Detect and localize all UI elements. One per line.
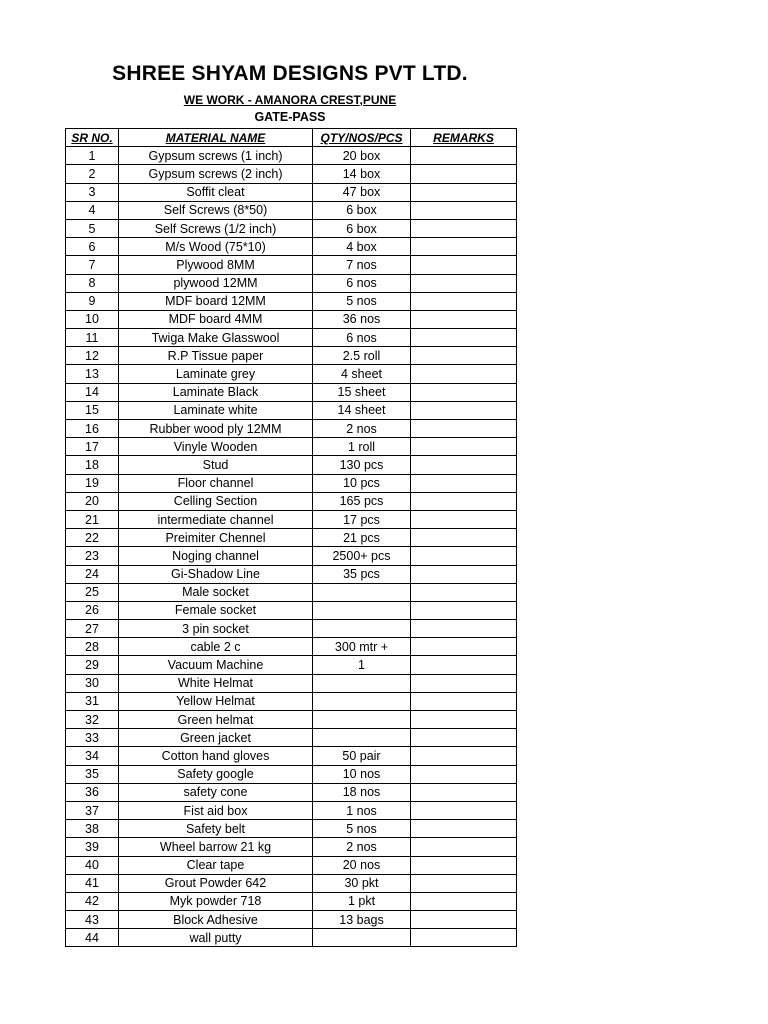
- sr-no-cell: 29: [66, 656, 119, 674]
- header-material-name: MATERIAL NAME: [119, 129, 313, 147]
- quantity-cell: 20 nos: [313, 856, 411, 874]
- sr-no-cell: 12: [66, 347, 119, 365]
- quantity-cell: 6 box: [313, 201, 411, 219]
- sr-no-cell: 17: [66, 438, 119, 456]
- quantity-cell: 15 sheet: [313, 383, 411, 401]
- sr-no-cell: 7: [66, 256, 119, 274]
- sr-no-cell: 16: [66, 420, 119, 438]
- table-row: [66, 583, 517, 601]
- remarks-cell: [411, 183, 517, 201]
- sr-no-cell: 8: [66, 274, 119, 292]
- material-name-cell: Gi-Shadow Line: [119, 565, 313, 583]
- remarks-cell: [411, 420, 517, 438]
- table-row: [66, 747, 517, 765]
- sr-no-cell: 14: [66, 383, 119, 401]
- remarks-cell: [411, 656, 517, 674]
- material-name-cell: Green jacket: [119, 729, 313, 747]
- table-row: [66, 765, 517, 783]
- quantity-cell: 130 pcs: [313, 456, 411, 474]
- quantity-cell: [313, 620, 411, 638]
- quantity-cell: 4 box: [313, 238, 411, 256]
- remarks-cell: [411, 674, 517, 692]
- remarks-cell: [411, 892, 517, 910]
- remarks-cell: [411, 620, 517, 638]
- quantity-cell: 2.5 roll: [313, 347, 411, 365]
- material-name-cell: Grout Powder 642: [119, 874, 313, 892]
- table-row: [66, 274, 517, 292]
- material-name-cell: Floor channel: [119, 474, 313, 492]
- quantity-cell: [313, 692, 411, 710]
- table-row: [66, 547, 517, 565]
- sr-no-cell: 31: [66, 692, 119, 710]
- sr-no-cell: 5: [66, 219, 119, 237]
- sr-no-cell: 35: [66, 765, 119, 783]
- material-name-cell: Gypsum screws (2 inch): [119, 165, 313, 183]
- table-row: [66, 711, 517, 729]
- table-row: [66, 856, 517, 874]
- remarks-cell: [411, 911, 517, 929]
- table-row: [66, 729, 517, 747]
- table-row: [66, 201, 517, 219]
- table-row: [66, 911, 517, 929]
- table-row: [66, 601, 517, 619]
- remarks-cell: [411, 438, 517, 456]
- remarks-cell: [411, 565, 517, 583]
- header-sr-no: SR NO.: [66, 129, 119, 147]
- table-row: [66, 656, 517, 674]
- sr-no-cell: 2: [66, 165, 119, 183]
- material-name-cell: Stud: [119, 456, 313, 474]
- quantity-cell: [313, 929, 411, 947]
- material-name-cell: M/s Wood (75*10): [119, 238, 313, 256]
- table-row: [66, 292, 517, 310]
- sr-no-cell: 32: [66, 711, 119, 729]
- table-row: [66, 438, 517, 456]
- remarks-cell: [411, 238, 517, 256]
- material-name-cell: intermediate channel: [119, 510, 313, 528]
- quantity-cell: [313, 674, 411, 692]
- sr-no-cell: 38: [66, 820, 119, 838]
- remarks-cell: [411, 310, 517, 328]
- quantity-cell: 13 bags: [313, 911, 411, 929]
- table-row: [66, 801, 517, 819]
- material-name-cell: Yellow Helmat: [119, 692, 313, 710]
- remarks-cell: [411, 219, 517, 237]
- quantity-cell: 50 pair: [313, 747, 411, 765]
- document-type: GATE-PASS: [254, 110, 326, 124]
- quantity-cell: 6 nos: [313, 329, 411, 347]
- quantity-cell: [313, 729, 411, 747]
- quantity-cell: 18 nos: [313, 783, 411, 801]
- sr-no-cell: 3: [66, 183, 119, 201]
- material-name-cell: safety cone: [119, 783, 313, 801]
- quantity-cell: 47 box: [313, 183, 411, 201]
- sr-no-cell: 19: [66, 474, 119, 492]
- material-name-cell: Twiga Make Glasswool: [119, 329, 313, 347]
- sr-no-cell: 42: [66, 892, 119, 910]
- material-name-cell: Rubber wood ply 12MM: [119, 420, 313, 438]
- table-row: [66, 783, 517, 801]
- table-row: [66, 874, 517, 892]
- material-name-cell: Cotton hand gloves: [119, 747, 313, 765]
- table-row: [66, 420, 517, 438]
- quantity-cell: 36 nos: [313, 310, 411, 328]
- material-name-cell: R.P Tissue paper: [119, 347, 313, 365]
- remarks-cell: [411, 765, 517, 783]
- quantity-cell: [313, 711, 411, 729]
- sr-no-cell: 27: [66, 620, 119, 638]
- sr-no-cell: 11: [66, 329, 119, 347]
- remarks-cell: [411, 147, 517, 165]
- material-name-cell: Self Screws (8*50): [119, 201, 313, 219]
- material-name-cell: MDF board 4MM: [119, 310, 313, 328]
- table-row: [66, 310, 517, 328]
- table-row: [66, 492, 517, 510]
- sr-no-cell: 6: [66, 238, 119, 256]
- quantity-cell: 17 pcs: [313, 510, 411, 528]
- site-name: WE WORK - AMANORA CREST,PUNE: [183, 93, 397, 107]
- material-name-cell: Vinyle Wooden: [119, 438, 313, 456]
- remarks-cell: [411, 510, 517, 528]
- quantity-cell: 2 nos: [313, 420, 411, 438]
- remarks-cell: [411, 529, 517, 547]
- table-row: [66, 238, 517, 256]
- sr-no-cell: 37: [66, 801, 119, 819]
- sr-no-cell: 21: [66, 510, 119, 528]
- remarks-cell: [411, 711, 517, 729]
- material-name-cell: Laminate white: [119, 401, 313, 419]
- sr-no-cell: 1: [66, 147, 119, 165]
- quantity-cell: 2 nos: [313, 838, 411, 856]
- remarks-cell: [411, 583, 517, 601]
- table-body: [66, 147, 517, 947]
- remarks-cell: [411, 329, 517, 347]
- quantity-cell: 7 nos: [313, 256, 411, 274]
- header-quantity: QTY/NOS/PCS: [313, 129, 411, 147]
- quantity-cell: 14 box: [313, 165, 411, 183]
- material-name-cell: Self Screws (1/2 inch): [119, 219, 313, 237]
- material-name-cell: Preimiter Chennel: [119, 529, 313, 547]
- table-row: [66, 474, 517, 492]
- remarks-cell: [411, 838, 517, 856]
- sr-no-cell: 4: [66, 201, 119, 219]
- remarks-cell: [411, 801, 517, 819]
- material-name-cell: Clear tape: [119, 856, 313, 874]
- material-name-cell: MDF board 12MM: [119, 292, 313, 310]
- table-row: [66, 456, 517, 474]
- sr-no-cell: 18: [66, 456, 119, 474]
- remarks-cell: [411, 492, 517, 510]
- sr-no-cell: 25: [66, 583, 119, 601]
- table-row: [66, 165, 517, 183]
- table-row: [66, 929, 517, 947]
- sr-no-cell: 39: [66, 838, 119, 856]
- table-row: [66, 674, 517, 692]
- material-name-cell: Gypsum screws (1 inch): [119, 147, 313, 165]
- sr-no-cell: 28: [66, 638, 119, 656]
- sr-no-cell: 9: [66, 292, 119, 310]
- quantity-cell: 1: [313, 656, 411, 674]
- quantity-cell: 2500+ pcs: [313, 547, 411, 565]
- remarks-cell: [411, 347, 517, 365]
- material-name-cell: Male socket: [119, 583, 313, 601]
- quantity-cell: [313, 583, 411, 601]
- quantity-cell: 20 box: [313, 147, 411, 165]
- company-name: SHREE SHYAM DESIGNS PVT LTD.: [112, 62, 468, 85]
- table-row: [66, 838, 517, 856]
- quantity-cell: 4 sheet: [313, 365, 411, 383]
- table-header-row: [66, 129, 517, 147]
- remarks-cell: [411, 929, 517, 947]
- material-name-cell: Wheel barrow 21 kg: [119, 838, 313, 856]
- remarks-cell: [411, 601, 517, 619]
- material-name-cell: Myk powder 718: [119, 892, 313, 910]
- quantity-cell: 300 mtr +: [313, 638, 411, 656]
- header-remarks: REMARKS: [411, 129, 517, 147]
- remarks-cell: [411, 729, 517, 747]
- sr-no-cell: 24: [66, 565, 119, 583]
- table-row: [66, 820, 517, 838]
- remarks-cell: [411, 292, 517, 310]
- quantity-cell: 1 roll: [313, 438, 411, 456]
- sr-no-cell: 23: [66, 547, 119, 565]
- material-name-cell: Green helmat: [119, 711, 313, 729]
- quantity-cell: [313, 601, 411, 619]
- sr-no-cell: 36: [66, 783, 119, 801]
- material-name-cell: Noging channel: [119, 547, 313, 565]
- material-name-cell: Block Adhesive: [119, 911, 313, 929]
- sr-no-cell: 43: [66, 911, 119, 929]
- remarks-cell: [411, 692, 517, 710]
- sr-no-cell: 34: [66, 747, 119, 765]
- remarks-cell: [411, 874, 517, 892]
- remarks-cell: [411, 856, 517, 874]
- remarks-cell: [411, 401, 517, 419]
- gate-pass-table: [65, 128, 517, 947]
- remarks-cell: [411, 547, 517, 565]
- sr-no-cell: 30: [66, 674, 119, 692]
- table-row: [66, 892, 517, 910]
- material-name-cell: Plywood 8MM: [119, 256, 313, 274]
- material-name-cell: wall putty: [119, 929, 313, 947]
- table-row: [66, 638, 517, 656]
- table-row: [66, 347, 517, 365]
- sr-no-cell: 13: [66, 365, 119, 383]
- table-row: [66, 620, 517, 638]
- quantity-cell: 5 nos: [313, 292, 411, 310]
- table-row: [66, 529, 517, 547]
- table-row: [66, 383, 517, 401]
- remarks-cell: [411, 165, 517, 183]
- material-name-cell: Laminate grey: [119, 365, 313, 383]
- remarks-cell: [411, 747, 517, 765]
- material-name-cell: plywood 12MM: [119, 274, 313, 292]
- table-row: [66, 329, 517, 347]
- table-row: [66, 510, 517, 528]
- material-name-cell: Laminate Black: [119, 383, 313, 401]
- remarks-cell: [411, 201, 517, 219]
- material-name-cell: Vacuum Machine: [119, 656, 313, 674]
- sr-no-cell: 22: [66, 529, 119, 547]
- quantity-cell: 6 box: [313, 219, 411, 237]
- quantity-cell: 30 pkt: [313, 874, 411, 892]
- sr-no-cell: 20: [66, 492, 119, 510]
- remarks-cell: [411, 638, 517, 656]
- sr-no-cell: 41: [66, 874, 119, 892]
- remarks-cell: [411, 274, 517, 292]
- material-name-cell: Celling Section: [119, 492, 313, 510]
- sr-no-cell: 10: [66, 310, 119, 328]
- table-row: [66, 365, 517, 383]
- quantity-cell: 35 pcs: [313, 565, 411, 583]
- remarks-cell: [411, 365, 517, 383]
- material-name-cell: Fist aid box: [119, 801, 313, 819]
- material-name-cell: Soffit cleat: [119, 183, 313, 201]
- sr-no-cell: 40: [66, 856, 119, 874]
- table-row: [66, 565, 517, 583]
- quantity-cell: 21 pcs: [313, 529, 411, 547]
- material-name-cell: Safety google: [119, 765, 313, 783]
- quantity-cell: 10 nos: [313, 765, 411, 783]
- quantity-cell: 1 pkt: [313, 892, 411, 910]
- material-name-cell: Female socket: [119, 601, 313, 619]
- quantity-cell: 10 pcs: [313, 474, 411, 492]
- quantity-cell: 1 nos: [313, 801, 411, 819]
- material-name-cell: cable 2 c: [119, 638, 313, 656]
- sr-no-cell: 15: [66, 401, 119, 419]
- table-row: [66, 401, 517, 419]
- quantity-cell: 6 nos: [313, 274, 411, 292]
- table-row: [66, 183, 517, 201]
- remarks-cell: [411, 783, 517, 801]
- table-row: [66, 147, 517, 165]
- quantity-cell: 14 sheet: [313, 401, 411, 419]
- remarks-cell: [411, 474, 517, 492]
- material-name-cell: White Helmat: [119, 674, 313, 692]
- remarks-cell: [411, 383, 517, 401]
- remarks-cell: [411, 456, 517, 474]
- quantity-cell: 165 pcs: [313, 492, 411, 510]
- table-row: [66, 219, 517, 237]
- remarks-cell: [411, 820, 517, 838]
- sr-no-cell: 33: [66, 729, 119, 747]
- material-name-cell: 3 pin socket: [119, 620, 313, 638]
- quantity-cell: 5 nos: [313, 820, 411, 838]
- remarks-cell: [411, 256, 517, 274]
- table-row: [66, 692, 517, 710]
- table-row: [66, 256, 517, 274]
- material-name-cell: Safety belt: [119, 820, 313, 838]
- sr-no-cell: 44: [66, 929, 119, 947]
- sr-no-cell: 26: [66, 601, 119, 619]
